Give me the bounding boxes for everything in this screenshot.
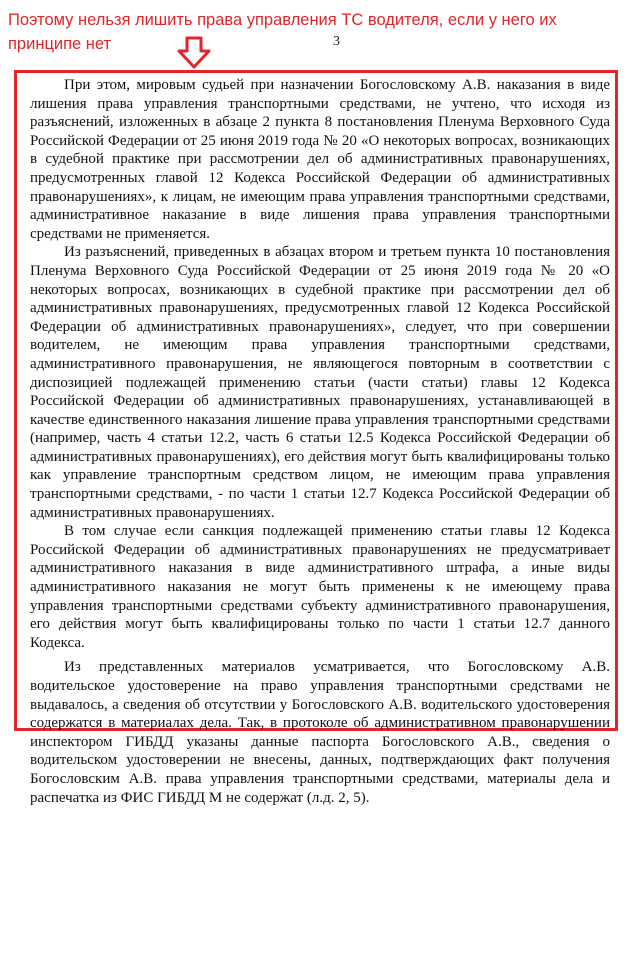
page-number: 3	[333, 34, 340, 49]
annotation-note: Поэтому нельзя лишить права управления ТС водителя, если у него их принципе нет	[8, 11, 557, 53]
arrow-down-icon	[176, 36, 212, 70]
paragraph-3: В том случае если санкция подлежащей применению статьи главы 12 Кодекса Российской Федерации об административных правонарушениях не предусматривает административного наказания в виде административного штрафа, а иные виды административного наказания не могут быть применены к не имеющему права управления транспортными средствами субъекту административного правонарушения, его действия могут быть квалифицированы только по части 1 статьи 12.7 данного Кодекса.	[30, 523, 610, 651]
paragraph-1: При этом, мировым судьей при назначении Богословскому А.В. наказания в виде лишения права управления транспортными средствами, не учтено, что исходя из разъяснений, изложенных в абзаце 2 пункта 8 постановления Пленума Верховного Суда Российской Федерации от 25 июня 2019 года № 20 «О некоторых вопросах, возникающих в судебной практике при рассмотрении дел об административных правонарушениях, предусмотренных главой 12 Кодекса Российской Федерации об административных правонарушениях», к лицам, не имеющим права управления транспортными средствами, административное наказание в виде лишения права управления транспортными средствами не применяется.	[30, 77, 610, 242]
document-body	[30, 76, 610, 807]
paragraph-2: Из разъяснений, приведенных в абзацах втором и третьем пункта 10 постановления Пленума Верховного Суда Российской Федерации от 25 июня 2019 года № 20 «О некоторых вопросах, возникающих в судебной практике при рассмотрении дел об административных правонарушениях, предусмотренных главой 12 Кодекса Российской Федерации об административных правонарушениях», следует, что при совершении водителем, не имеющим права управления транспортными средствами, административного правонарушения, не являющегося повторным в соответствии с диспозицией подлежащей применению статьи (части статьи) главы 12 Кодекса Российской Федерации об административных правонарушениях, устанавливающей в качестве единственного наказания лишение права управления транспортными средствами (например, часть 4 статьи 12.2, часть 6 статьи 12.5 Кодекса Российской Федерации об административных правонарушениях), его действия могут быть квалифицированы только как управление транспортным средством лицом, не имеющим права управления транспортными средствами, - по части 1 статьи 12.7 Кодекса Российской Федерации об административных правонарушениях.	[30, 244, 610, 521]
paragraph-4: Из представленных материалов усматривается, что Богословскому А.В. водительское удостоверение на право управления транспортными средствами не выдавалось, а сведения об отсутствии у Богословского А.В. водительского удостоверения содержатся в материалах дела. Так, в протоколе об административном правонарушении инспектором ГИБДД указаны данные паспорта Богословского А.В., сведения о водительском удостоверении не внесены, данных, подтверждающих факт получения Богословским А.В. права управления транспортными средствами, материалы дела и распечатка из ФИС ГИБДД М не содержат (л.д. 2, 5).	[30, 659, 610, 806]
